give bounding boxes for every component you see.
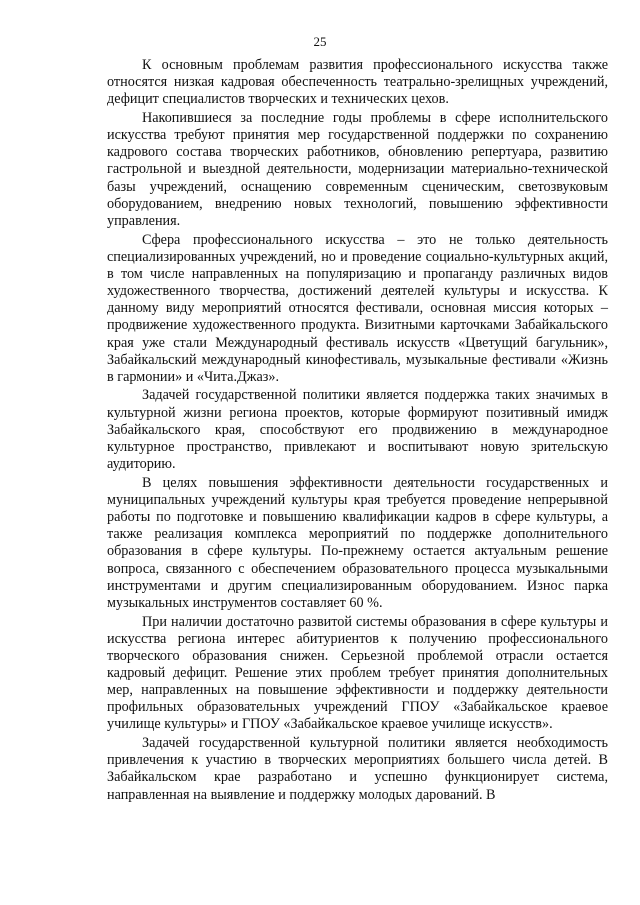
paragraph-staff-shortage: К основным проблемам развития профессионального искусства также относятся низкая кадровая обеспеченность театрально-зрелищных учреждений, дефицит специалистов творческих и технических цехов. <box>107 57 608 108</box>
page-number: 25 <box>313 34 327 49</box>
paragraph-staff-training: В целях повышения эффективности деятельности государственных и муниципальных учреждений культуры края требуется проведение непрерывной работы по подготовке и повышению квалификации кадров в сфере культуры, а также реализация комплекса мероприятий по поддержке дополнительного образования в сфере культуры. По-прежнему остается актуальным решение вопроса, связанного с обеспечением образовательного процесса музыкальными инструментами и другим специализированным оборудованием. Износ парка музыкальных инструментов составляет 60 %. <box>107 474 608 611</box>
paragraph-education-system: При наличии достаточно развитой системы образования в сфере культуры и искусства региона интерес абитуриентов к получению профессионального творческого образования снижен. Серьезной проблемой отрасли остается кадровый дефицит. Решение этих проблем требует принятия дополнительных мер, направленных на повышение эффективности и поддержку деятельности профильных образовательных учреждений ГПОУ «Забайкальское краевое училище культуры» и ГПОУ «Забайкальское краевое училище искусств». <box>107 613 608 733</box>
paragraph-state-support: Накопившиеся за последние годы проблемы в сфере исполнительского искусства требуют принятия мер государственной поддержки по сохранению кадрового состава творческих работников, обновлению репертуара, развитию гастрольной и выездной деятельности, модернизации материально-технической базы учреждений, оснащению современным сценическим, светозвуковым оборудованием, внедрению новых технологий, повышению эффективности управления. <box>107 109 608 229</box>
paragraph-children-talents: Задачей государственной культурной политики является необходимость привлечения к участию в творческих мероприятиях большего числа детей. В Забайкальском крае разработано и успешно функционирует система, направленная на выявление и поддержку молодых дарований. В <box>107 735 608 803</box>
body-text <box>107 57 608 804</box>
paragraph-policy-projects: Задачей государственной политики является поддержка таких значимых в культурной жизни региона проектов, которые формируют позитивный имидж Забайкальского края, способствуют его продвижению в международное культурное пространство, привлекают и воспитывают новую зрительскую аудиторию. <box>107 387 608 473</box>
paragraph-festivals: Сфера профессионального искусства – это не только деятельность специализированных учреждений, но и проведение социально-культурных акций, в том числе направленных на популяризацию и пропаганду различных видов художественного творчества, достижений деятелей культуры и искусства. К данному виду мероприятий относятся фестивали, основная миссия которых – продвижение художественного продукта. Визитными карточками Забайкальского края уже стали Международный фестиваль искусств «Цветущий багульник», Забайкальский международный кинофестиваль, музыкальные фестивали «Жизнь в гармонии» и «Чита.Джаз». <box>107 231 608 385</box>
